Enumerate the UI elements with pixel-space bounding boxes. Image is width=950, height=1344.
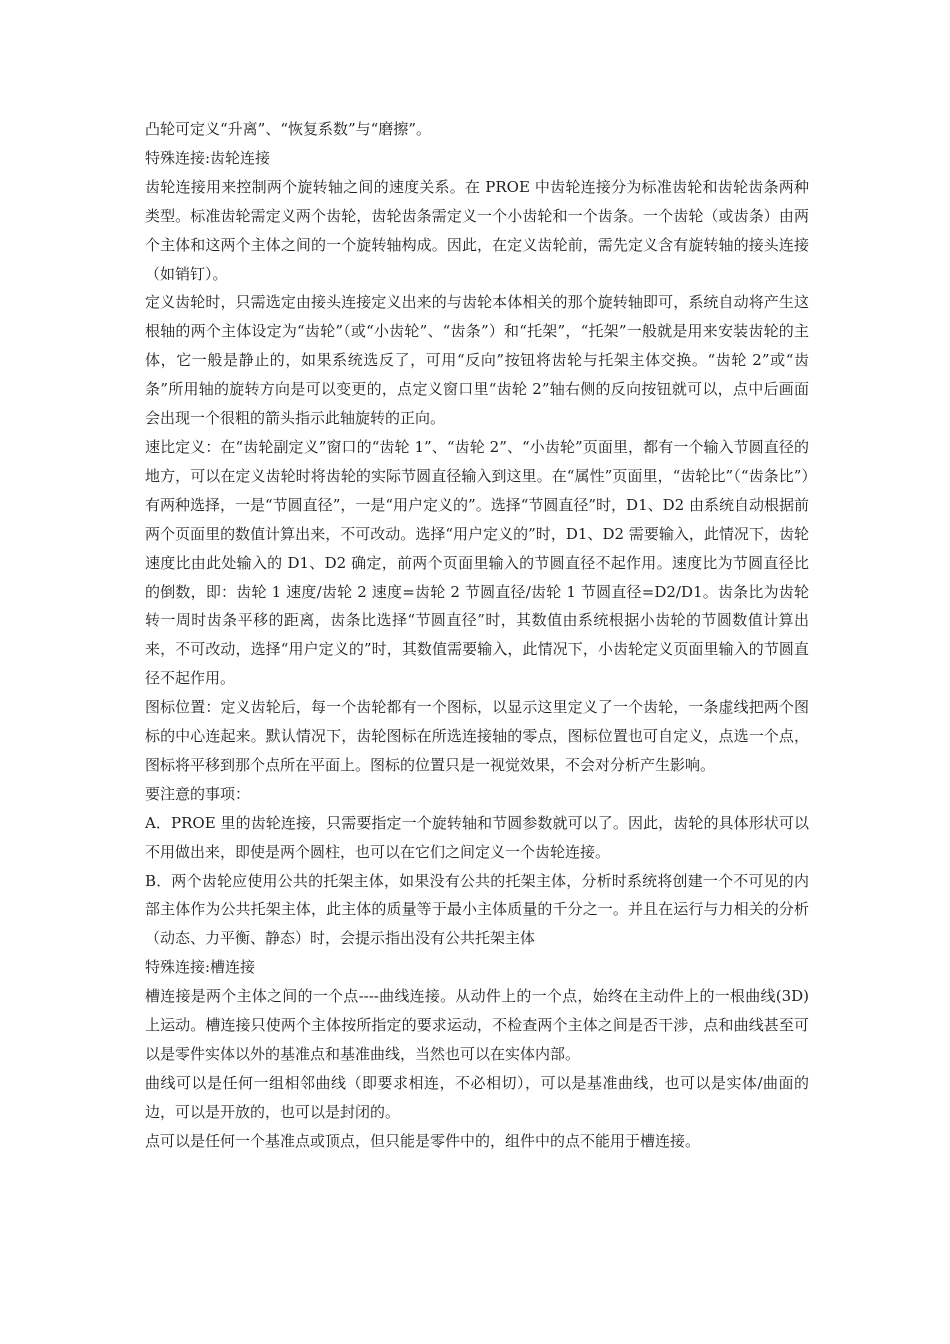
paragraph-cam-definition: 凸轮可定义“升离”、“恢复系数”与“磨擦”。 (145, 120, 432, 138)
paragraph-note-a: A．PROE 里的齿轮连接，只需要指定一个旋转轴和节圆参数就可以了。因此，齿轮的具体形状可以不用做出来，即使是两个圆柱，也可以在它们之间定义一个齿轮连接。 (145, 813, 809, 861)
heading-gear-connection: 特殊连接:齿轮连接 (145, 148, 271, 167)
paragraph-icon-position: 图标位置：定义齿轮后，每一个齿轮都有一个图标，以显示这里定义了一个齿轮，一条虚线把两个图标的中心连起来。默认情况下，齿轮图标在所选连接轴的零点，图标位置也可自定义，点选一个点，图标将平移到那个点所在平面上。图标的位置只是一视觉效果，不会对分析产生影响。 (145, 698, 809, 774)
paragraph-slot-intro: 槽连接是两个主体之间的一个点----曲线连接。从动件上的一个点，始终在主动件上的一根曲线(3D)上运动。槽连接只使两个主体按所指定的要求运动，不检查两个主体之间是否干涉，点和曲线甚至可以是零件实体以外的基准点和基准曲线，当然也可以在实体内部。 (145, 987, 809, 1063)
paragraph-note-b: B．两个齿轮应使用公共的托架主体，如果没有公共的托架主体，分析时系统将创建一个不可见的内部主体作为公共托架主体，此主体的质量等于最小主体质量的千分之一。并且在运行与力相关的分析（动态、力平衡、静态）时，会提示指出没有公共托架主体 (145, 871, 809, 948)
heading-notes: 要注意的事项： (145, 784, 251, 803)
document-body (145, 115, 809, 1156)
paragraph-slot-point: 点可以是任何一个基准点或顶点，但只能是零件中的，组件中的点不能用于槽连接。 (145, 1131, 701, 1150)
paragraph-gear-definition: 定义齿轮时，只需选定由接头连接定义出来的与齿轮本体相关的那个旋转轴即可，系统自动将产生这根轴的两个主体设定为“齿轮”（或“小齿轮”、“齿条”）和“托架”，“托架”一般就是用来安装齿轮的主体，它一般是静止的，如果系统选反了，可用“反向”按钮将齿轮与托架主体交换。“齿轮 2”或“齿条”所用轴的旋转方向是可以变更的，点定义窗口里“齿轮 2”轴右侧的反向按钮就可以，点中后画面会出现一个很粗的箭头指示此轴旋转的正向。 (145, 293, 809, 428)
paragraph-slot-curve: 曲线可以是任何一组相邻曲线（即要求相连，不必相切），可以是基准曲线，也可以是实体/曲面的边，可以是开放的，也可以是封闭的。 (145, 1073, 809, 1121)
heading-slot-connection: 特殊连接:槽连接 (145, 958, 256, 977)
paragraph-gear-intro: 齿轮连接用来控制两个旋转轴之间的速度关系。在 PROE 中齿轮连接分为标准齿轮和齿轮齿条两种类型。标准齿轮需定义两个齿轮，齿轮齿条需定义一个小齿轮和一个齿条。一个齿轮（或齿条）由两个主体和这两个主体之间的一个旋转轴构成。因此，在定义齿轮前，需先定义含有旋转轴的接头连接（如销钉）。 (145, 177, 809, 283)
paragraph-speed-ratio: 速比定义：在“齿轮副定义”窗口的“齿轮 1”、“齿轮 2”、“小齿轮”页面里，都有一个输入节圆直径的地方，可以在定义齿轮时将齿轮的实际节圆直径输入到这里。在“属性”页面里，“齿轮比”（“齿条比”）有两种选择，一是“节圆直径”，一是“用户定义的”。选择“节圆直径”时，D1、D2 由系统自动根据前两个页面里的数值计算出来，不可改动。选择“用户定义的”时，D1、D2 需要输入，此情况下，齿轮速度比由此处输入的 D1、D2 确定，前两个页面里输入的节圆直径不起作用。速度比为节圆直径比的倒数，即：齿轮 1 速度/齿轮 2 速度=齿轮 2 节圆直径/齿轮 1 节圆直径=D2/D1。齿条比为齿轮转一周时齿条平移的距离，齿条比选择“节圆直径”时，其数值由系统根据小齿轮的节圆数值计算出来，不可改动，选择“用户定义的”时，其数值需要输入，此情况下，小齿轮定义页面里输入的节圆直径不起作用。 (145, 437, 809, 688)
